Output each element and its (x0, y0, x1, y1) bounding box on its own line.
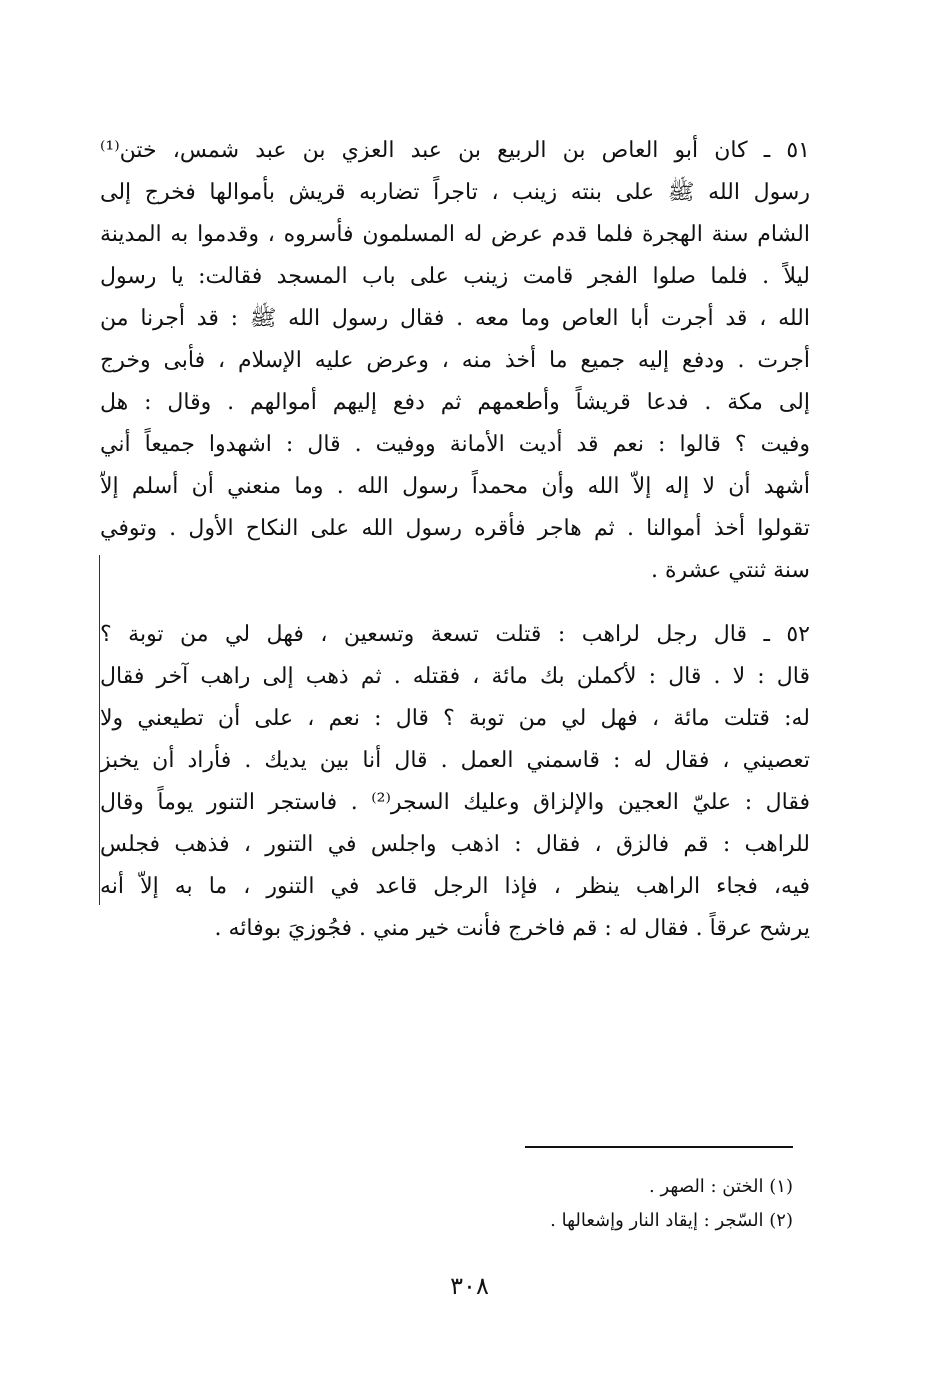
text-line: يرشح عرقاً . فقال له : قم فاخرج فأنت خير مني . فجُوزيَ بوفائه . (214, 916, 810, 941)
scan-edge-line (99, 555, 100, 905)
footnote-2: (٢) السّجر : إيقاد النار وإشعالها . (550, 1210, 793, 1231)
text-line: الله ، قد أجرت أبا العاص وما معه . فقال رسول الله ﷺ : قد أجرنا من (100, 306, 810, 331)
text-line: سنة ثنتي عشرة . (651, 558, 810, 583)
text-line: قال : لا . قال : لأكملن بك مائة ، فقتله . ثم ذهب إلى راهب آخر فقال (100, 664, 810, 689)
text-line: رسول الله ﷺ على بنته زينب ، تاجراً تضاربه قريش بأموالها فخرج إلى (100, 180, 810, 205)
text-line: وفيت ؟ قالوا : نعم قد أديت الأمانة ووفيت . قال : اشهدوا جميعاً أني (100, 432, 810, 457)
footnote-1: (١) الختن : الصهر . (649, 1176, 793, 1197)
text-line: تعصيني ، فقال له : قاسمني العمل . قال أنا بين يديك . فأراد أن يخبز (100, 748, 810, 773)
text-line: فقال : عليّ العجين والإلزاق وعليك السجر⁽²⁾ . فاستجر التنور يوماً وقال (100, 790, 810, 815)
paragraph-gap (100, 592, 810, 614)
text-line: له: قتلت مائة ، فهل لي من توبة ؟ قال : نعم ، على أن تطيعني ولا (100, 706, 810, 731)
page-number: ٣٠٨ (450, 1272, 489, 1300)
paragraph-51 (100, 130, 810, 592)
text-line: أجرت . ودفع إليه جميع ما أخذ منه ، وعرض عليه الإسلام ، فأبى وخرج (100, 348, 810, 373)
text-line: أشهد أن لا إله إلاّ الله وأن محمداً رسول الله . وما منعني أن أسلم إلاّ (100, 474, 810, 499)
paragraph-52 (100, 614, 810, 950)
text-line: فيه، فجاء الراهب ينظر ، فإذا الرجل قاعد في التنور ، ما به إلاّ أنه (100, 874, 810, 899)
text-line: ليلاً . فلما صلوا الفجر قامت زينب على باب المسجد فقالت: يا رسول (100, 264, 810, 289)
footnote-separator (525, 1146, 793, 1148)
text-line: الشام سنة الهجرة فلما قدم عرض له المسلمون فأسروه ، وقدموا به المدينة (100, 222, 810, 247)
text-line: تقولوا أخذ أموالنا . ثم هاجر فأقره رسول الله على النكاح الأول . وتوفي (100, 516, 810, 541)
text-line: ٥١ ـ كان أبو العاص بن الربيع بن عبد العزي بن عبد شمس، ختن⁽¹⁾ (100, 138, 810, 163)
text-line: للراهب : قم فالزق ، فقال : اذهب واجلس في التنور ، فذهب فجلس (100, 832, 810, 857)
text-line: إلى مكة . فدعا قريشاً وأطعمهم ثم دفع إليهم أموالهم . وقال : هل (100, 390, 810, 415)
text-line: ٥٢ ـ قال رجل لراهب : قتلت تسعة وتسعين ، فهل لي من توبة ؟ (100, 622, 810, 647)
footnotes (300, 1170, 793, 1238)
main-text (100, 130, 810, 950)
